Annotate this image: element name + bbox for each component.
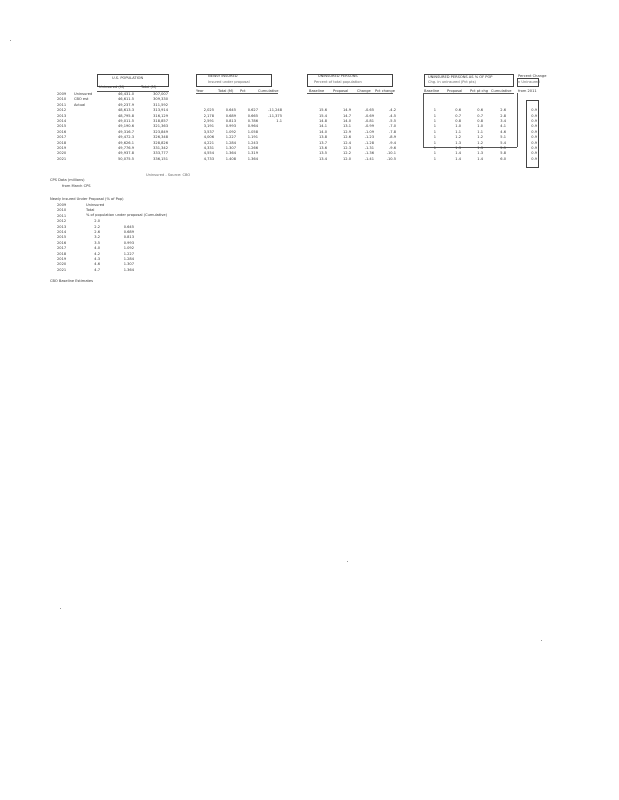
- table-cell: 1: [433, 140, 436, 145]
- table-cell: 49,472.3: [117, 135, 134, 140]
- table-cell: 1.191: [247, 135, 258, 140]
- table-cell: 12.4: [342, 140, 351, 145]
- colhead-u3: Change: [357, 89, 371, 93]
- table-cell: 2011: [57, 102, 67, 107]
- table-cell: 1.058: [247, 129, 258, 134]
- subhead-uninsured-pct: Chg. in uninsured (Pct pts): [428, 80, 476, 84]
- column-pct-proposal: [447, 92, 461, 162]
- section2-subhead: % of population under proposal (Cumulative): [86, 213, 167, 217]
- colhead-pop-total: Total (M): [141, 85, 157, 89]
- colhead-p1: Baseline: [424, 89, 440, 93]
- colhead-u1: Baseline: [309, 89, 325, 93]
- table-cell: 0.6: [455, 108, 461, 113]
- block-border-left: [423, 93, 424, 147]
- table-cell: CBO est: [74, 97, 89, 102]
- table-cell: 2020: [57, 262, 67, 267]
- column-pct-change: [469, 92, 483, 162]
- table-cell: 331,342: [153, 145, 168, 150]
- table-cell: 0.645: [225, 108, 236, 113]
- table-cell: 336,151: [153, 156, 168, 161]
- table-cell: 13.5: [318, 151, 327, 156]
- table-cell: 2012: [57, 108, 67, 113]
- column-pct-cumulative: [492, 92, 506, 162]
- table-cell: 1: [433, 151, 436, 156]
- table-cell: -0.69: [364, 113, 374, 118]
- table-cell: 4,221: [203, 140, 214, 145]
- table-cell: 2018: [57, 140, 67, 145]
- table-cell: 1.243: [247, 140, 258, 145]
- table-cell: 4.7: [94, 267, 100, 272]
- section2-column-years: [57, 203, 66, 273]
- table-cell: 1.364: [247, 156, 258, 161]
- table-cell: 2,591: [203, 118, 214, 123]
- table-cell: -4.5: [388, 113, 396, 118]
- footer-source-note: Uninsured - Source: CBO: [146, 173, 191, 177]
- table-cell: 2013: [57, 224, 67, 229]
- table-cell: 2018: [57, 251, 67, 256]
- colhead-u2: Proposal: [333, 89, 349, 93]
- colhead-p4: Cumulative: [491, 89, 512, 93]
- table-cell: 1.1: [477, 129, 483, 134]
- scan-speck: [10, 40, 11, 41]
- table-cell: 3,537: [203, 129, 214, 134]
- table-cell: 1.3: [455, 140, 461, 145]
- table-cell: [74, 157, 92, 162]
- column-years: [57, 92, 66, 162]
- table-cell: 1.364: [123, 267, 134, 272]
- table-cell: 326,348: [153, 135, 168, 140]
- subhead-newly-insured: Insured under proposal: [208, 80, 250, 84]
- table-cell: 4.0: [94, 246, 100, 251]
- table-cell: 1: [433, 113, 436, 118]
- subhead-uninsured: Percent of total population: [314, 80, 362, 84]
- table-cell: 5.1: [500, 135, 506, 140]
- table-cell: -1.23: [364, 135, 374, 140]
- table-cell: -0.81: [364, 118, 374, 123]
- table-cell: 2.8: [500, 113, 506, 118]
- table-cell: 1.364: [225, 151, 236, 156]
- subhead-pct-change: in Uninsured: [517, 80, 540, 84]
- column-newly-cumulative: [262, 92, 282, 162]
- table-cell: 2012: [57, 219, 67, 224]
- table-cell: 1: [433, 135, 436, 140]
- table-cell: [262, 157, 282, 162]
- table-cell: 13.4: [318, 156, 327, 161]
- table-cell: 5.5: [500, 145, 506, 150]
- table-cell: 2.6: [500, 108, 506, 113]
- table-cell: 1.2: [455, 135, 461, 140]
- table-cell: 14.8: [318, 118, 327, 123]
- table-cell: 2014: [57, 118, 67, 123]
- table-cell: -7.0: [388, 124, 396, 129]
- table-cell: 4.3: [94, 256, 100, 261]
- table-cell: 316,129: [153, 113, 168, 118]
- table-cell: 49,316.7: [117, 129, 134, 134]
- table-cell: 1.3: [477, 151, 483, 156]
- table-cell: 0.9: [531, 156, 537, 161]
- table-cell: 5.8: [500, 151, 506, 156]
- table-cell: 1: [433, 118, 436, 123]
- table-cell: -1.09: [364, 129, 374, 134]
- table-cell: 49,237.9: [117, 102, 134, 107]
- table-cell: 1.092: [225, 129, 236, 134]
- table-cell: 2016: [57, 240, 67, 245]
- table-cell: 50,075.5: [117, 156, 134, 161]
- table-cell: 49,626.1: [117, 140, 134, 145]
- column-pop-uninsured: [100, 92, 134, 162]
- table-cell: 0.9: [531, 113, 537, 118]
- table-cell: 2019: [57, 256, 67, 261]
- column-newly-pct: [218, 92, 236, 162]
- table-cell: 15.4: [318, 113, 327, 118]
- table-cell: -1.36: [364, 151, 374, 156]
- table-cell: 1.408: [225, 156, 236, 161]
- table-cell: -0.99: [364, 124, 374, 129]
- table-cell: 0.689: [123, 229, 134, 234]
- table-cell: 4.6: [500, 129, 506, 134]
- column-pct-from-2011: [527, 92, 537, 162]
- note-cps-data: CPS Data (millions): [50, 178, 85, 182]
- table-cell: 4,006: [203, 135, 214, 140]
- table-cell: 1.227: [225, 135, 236, 140]
- table-cell: 0.993: [225, 124, 236, 129]
- table-cell: -1.31: [364, 145, 374, 150]
- table-cell: 4.1: [500, 124, 506, 129]
- table-cell: 0.9: [531, 124, 537, 129]
- table-cell: 49,190.6: [117, 124, 134, 129]
- colhead-p3: Pct pt chg: [470, 89, 489, 93]
- table-cell: -11,248: [268, 108, 282, 113]
- table-cell: 1.284: [123, 256, 134, 261]
- table-cell: -7.8: [388, 129, 396, 134]
- table-cell: 311,592: [153, 102, 168, 107]
- table-cell: 2021: [57, 156, 67, 161]
- table-cell: -10.1: [386, 151, 396, 156]
- colhead-u4: Pct change: [375, 89, 395, 93]
- table-cell: 3,191: [203, 124, 214, 129]
- table-cell: Actual: [74, 102, 86, 107]
- table-cell: 1: [433, 156, 436, 161]
- table-cell: 1.3: [477, 145, 483, 150]
- table-cell: 0.813: [123, 235, 134, 240]
- table-cell: 12.0: [342, 156, 351, 161]
- table-cell: 0.786: [247, 118, 258, 123]
- table-cell: 2015: [57, 124, 67, 129]
- table-cell: 13.7: [318, 140, 327, 145]
- table-cell: 1.319: [247, 151, 258, 156]
- table-cell: 1: [433, 129, 436, 134]
- table-cell: 46,611.5: [117, 97, 134, 102]
- table-cell: 1.2: [477, 135, 483, 140]
- colhead-pop-uninsured: Uninsured (M): [99, 85, 125, 89]
- table-cell: -1.28: [364, 140, 374, 145]
- table-cell: 313,914: [153, 108, 168, 113]
- group-title-uninsured: UNINSURED PERSONS: [318, 74, 358, 78]
- table-cell: 2.0: [94, 219, 100, 224]
- table-cell: -9.6: [388, 145, 396, 150]
- column-uninsured-proposal: [333, 92, 351, 162]
- group-title-pct-change: Percent Change: [518, 74, 547, 78]
- table-cell: -11,375: [268, 113, 282, 118]
- table-cell: 0.9: [531, 129, 537, 134]
- table-cell: 12.6: [342, 135, 351, 140]
- table-cell: Uninsured: [74, 92, 93, 96]
- table-cell: 14.1: [318, 124, 327, 129]
- table-cell: 2020: [57, 151, 67, 156]
- table-cell: 2010: [57, 97, 67, 102]
- table-cell: 49,776.9: [117, 145, 134, 150]
- table-cell: 4.6: [94, 262, 100, 267]
- table-cell: 49,937.8: [117, 151, 134, 156]
- table-cell: 0.6: [477, 108, 483, 113]
- table-cell: 2015: [57, 235, 67, 240]
- table-cell: 1: [433, 145, 436, 150]
- table-cell: 49,011.5: [117, 118, 134, 123]
- table-cell: 0.627: [247, 108, 258, 113]
- table-cell: 1.307: [225, 145, 236, 150]
- column-labels: [74, 92, 92, 162]
- table-cell: 5.4: [500, 140, 506, 145]
- table-cell: 0.9: [531, 108, 537, 113]
- table-cell: 0.9: [531, 118, 537, 123]
- column-pop-total: [138, 92, 168, 162]
- table-cell: 46,431.0: [117, 92, 134, 96]
- colhead-n2: Total (M): [218, 89, 234, 93]
- table-cell: 3.5: [94, 240, 100, 245]
- table-cell: 2021: [57, 267, 67, 272]
- group-title-newly-insured: NEWLY INSURED: [208, 74, 238, 78]
- table-cell: 0.8: [477, 118, 483, 123]
- group-title-uninsured-pct: UNINSURED PERSONS AS % OF POP: [428, 75, 493, 79]
- table-cell: 1.3: [455, 145, 461, 150]
- table-cell: 2,178: [203, 113, 214, 118]
- table-cell: 2017: [57, 135, 67, 140]
- table-cell: -1.41: [364, 156, 374, 161]
- table-cell: 0.9: [531, 151, 537, 156]
- table-cell: 318,857: [153, 118, 168, 123]
- table-cell: 14.0: [342, 118, 351, 123]
- table-cell: 15.6: [318, 108, 327, 113]
- table-cell: 1.0: [455, 124, 461, 129]
- table-cell: 323,849: [153, 129, 168, 134]
- scan-speck: [60, 608, 61, 609]
- scan-speck: [347, 561, 348, 562]
- column-uninsured-pct-change: [378, 92, 396, 162]
- table-cell: -0.65: [364, 108, 374, 113]
- table-cell: 1: [433, 108, 436, 113]
- table-cell: 2.2: [94, 224, 100, 229]
- table-cell: 309,330: [153, 97, 168, 102]
- section2-column-b: [110, 203, 134, 273]
- table-cell: 0.7: [455, 113, 461, 118]
- table-cell: 12.3: [342, 145, 351, 150]
- section2-title: Newly Insured Under Proposal (% of Pop): [50, 197, 124, 201]
- table-cell: 1.4: [477, 156, 483, 161]
- block-border-right: [517, 93, 518, 147]
- table-cell: 48,613.3: [117, 108, 134, 113]
- table-cell: 0.9: [531, 140, 537, 145]
- group-title-population: U.S. POPULATION: [112, 76, 144, 80]
- table-cell: 4,733: [203, 156, 214, 161]
- table-cell: 1.4: [455, 151, 461, 156]
- table-cell: 0.9: [531, 135, 537, 140]
- table-cell: -5.5: [388, 118, 396, 123]
- table-cell: 2011: [57, 213, 67, 218]
- table-cell: -10.5: [386, 156, 396, 161]
- section2-head-a: Uninsured: [86, 203, 105, 207]
- table-cell: 1: [433, 124, 436, 129]
- table-cell: 2009: [57, 203, 67, 207]
- table-cell: 14.7: [342, 113, 351, 118]
- table-cell: 4.2: [94, 251, 100, 256]
- table-cell: 2009: [57, 92, 67, 96]
- section2-column-a: [84, 203, 100, 273]
- table-cell: 0.665: [247, 113, 258, 118]
- section2-head-b: Total: [86, 208, 95, 212]
- table-cell: 0.8: [455, 118, 461, 123]
- colhead-pc: from 2011: [518, 89, 537, 93]
- table-cell: 3.2: [94, 235, 100, 240]
- table-cell: -4.2: [388, 108, 396, 113]
- table-cell: 321,363: [153, 124, 168, 129]
- table-cell: 4,554: [203, 151, 214, 156]
- table-cell: 0.9: [531, 145, 537, 150]
- table-cell: 12.9: [342, 129, 351, 134]
- table-cell: 333,777: [153, 151, 168, 156]
- table-cell: 2017: [57, 246, 67, 251]
- table-cell: 307,007: [153, 92, 168, 96]
- table-cell: 0.645: [123, 224, 134, 229]
- section3-title: CBO Baseline Estimates: [50, 279, 94, 283]
- table-cell: 1.1: [455, 129, 461, 134]
- table-cell: 0.813: [225, 118, 236, 123]
- table-cell: 328,826: [153, 140, 168, 145]
- table-cell: 13.8: [318, 135, 327, 140]
- table-cell: 14.9: [342, 108, 351, 113]
- table-cell: 1.266: [247, 145, 258, 150]
- table-cell: 0.964: [247, 124, 258, 129]
- table-cell: 1.227: [123, 251, 134, 256]
- table-cell: 1.2: [477, 140, 483, 145]
- table-cell: 0.7: [477, 113, 483, 118]
- table-cell: -9.4: [388, 140, 396, 145]
- note-cps-source: from March CPS: [62, 184, 91, 188]
- table-cell: 1.4: [455, 156, 461, 161]
- table-cell: 13.1: [342, 124, 351, 129]
- table-cell: 14.0: [318, 129, 327, 134]
- column-uninsured-change: [356, 92, 374, 162]
- table-cell: 1.1: [276, 118, 282, 123]
- table-cell: 2016: [57, 129, 67, 134]
- table-cell: 3.4: [500, 118, 506, 123]
- table-cell: 1.092: [123, 246, 134, 251]
- table-cell: -8.9: [388, 135, 396, 140]
- table-cell: 48,795.8: [117, 113, 134, 118]
- table-cell: 6.0: [500, 156, 506, 161]
- table-cell: 13.6: [318, 145, 327, 150]
- table-cell: 2014: [57, 229, 67, 234]
- table-cell: 12.2: [342, 151, 351, 156]
- table-cell: 1.307: [123, 262, 134, 267]
- colhead-p2: Proposal: [447, 89, 463, 93]
- table-cell: 1.0: [477, 124, 483, 129]
- colhead-n3: Pct: [240, 89, 246, 93]
- table-cell: 0.689: [225, 113, 236, 118]
- colhead-n1: Year: [196, 89, 204, 93]
- table-cell: 2010: [57, 208, 67, 213]
- table-cell: 2.6: [94, 229, 100, 234]
- table-cell: 4,331: [203, 145, 214, 150]
- table-cell: 2013: [57, 113, 67, 118]
- column-newly-total: [196, 92, 214, 162]
- scan-speck: [541, 640, 542, 641]
- table-cell: 2019: [57, 145, 67, 150]
- column-pct-baseline: [426, 92, 436, 162]
- table-cell: 2,025: [203, 108, 214, 113]
- column-uninsured-baseline: [309, 92, 327, 162]
- colhead-n4: Cumulative: [258, 89, 279, 93]
- table-cell: 1.284: [225, 140, 236, 145]
- column-newly-pct2: [240, 92, 258, 162]
- table-cell: 0.993: [123, 240, 134, 245]
